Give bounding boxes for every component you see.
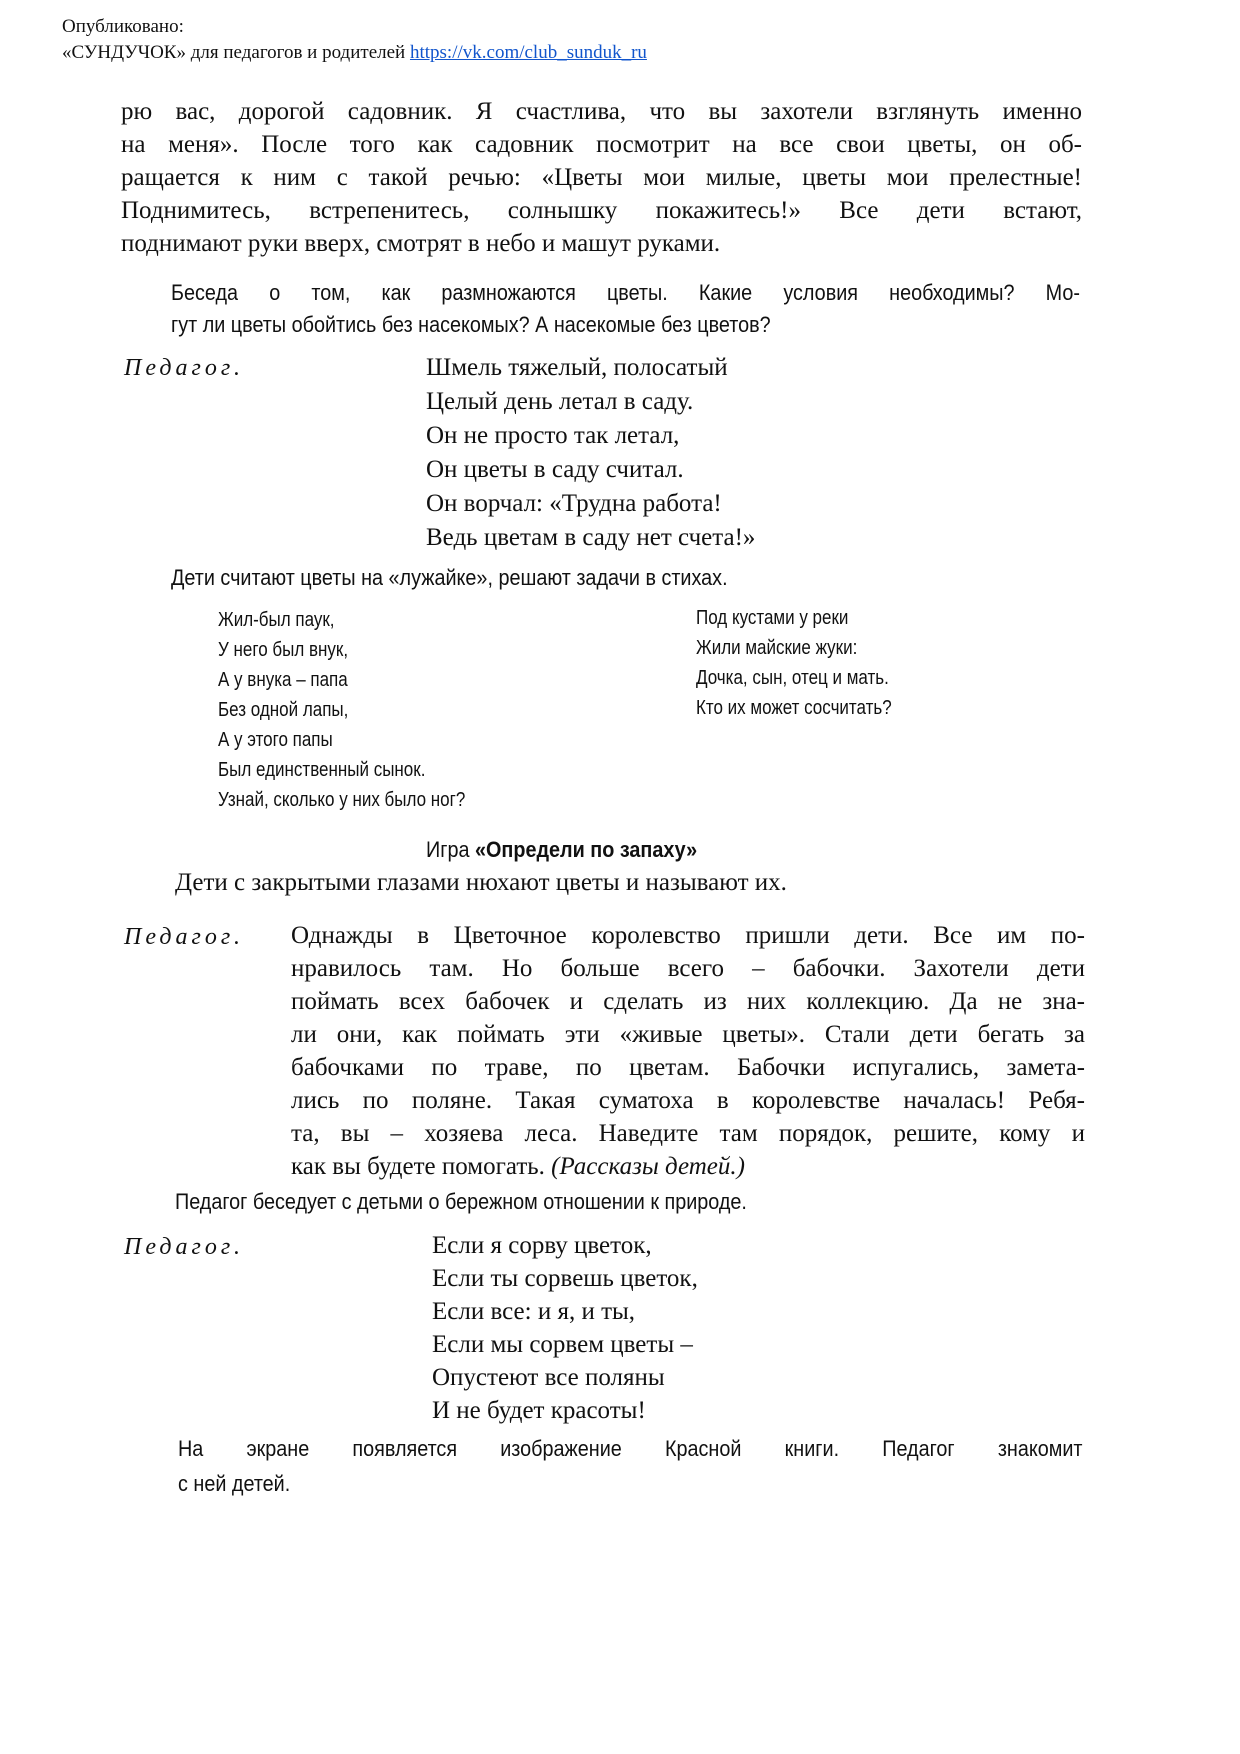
paragraph-line: рю вас, дорогой садовник. Я счастлива, что вы захотели взглянуть именно [121, 98, 1082, 125]
story-line [291, 1153, 745, 1181]
story-line: поймать всех бабочек и сделать из них коллекцию. Да не зна- [291, 988, 1085, 1015]
published-label: Опубликовано: [62, 16, 184, 37]
game-description: Дети с закрытыми глазами нюхают цветы и называют их. [175, 869, 787, 896]
game-title: «Определи по запаху» [474, 837, 698, 862]
speaker-label: Педагог. [124, 924, 244, 950]
poem-line: Ведь цветам в саду нет счета!» [426, 524, 756, 551]
poem-line: Если все: и я, и ты, [432, 1298, 636, 1325]
story-line: лись по поляне. Такая суматоха в королевстве началась! Ребя- [291, 1087, 1085, 1114]
poem-line: Он не просто так летал, [426, 422, 680, 449]
care-note: Педагог беседует с детьми о бережном отношении к природе. [175, 1189, 747, 1214]
count-note: Дети считают цветы на «лужайке», решают задачи в стихах. [171, 565, 728, 590]
poem-line: Если я сорву цветок, [432, 1232, 652, 1259]
source-line [62, 42, 647, 64]
riddle-line: Жил-был паук, [218, 609, 335, 631]
riddle-line: У него был внук, [218, 639, 349, 661]
riddle-line: Узнай, сколько у них было ног? [218, 789, 466, 811]
story-line: нравилось там. Но больше всего – бабочки. Захотели дети [291, 955, 1085, 982]
paragraph-line: на меня». После того как садовник посмотрит на все свои цветы, он об- [121, 131, 1082, 158]
poem-line: Если ты сорвешь цветок, [432, 1265, 698, 1292]
riddle-line: Был единственный сынок. [218, 759, 426, 781]
talk-line: гут ли цветы обойтись без насекомых? А насекомые без цветов? [171, 312, 771, 337]
story-line: Однажды в Цветочное королевство пришли дети. Все им по- [291, 922, 1085, 949]
poem-line: Шмель тяжелый, полосатый [426, 354, 728, 381]
game-heading [426, 837, 697, 863]
story-text: как вы будете помогать. [291, 1153, 545, 1180]
story-line: ли они, как поймать эти «живые цветы». Стали дети бегать за [291, 1021, 1085, 1048]
riddle-line: Жили майские жуки: [696, 637, 858, 659]
story-note: (Рассказы детей.) [551, 1153, 745, 1180]
poem-line: И не будет красоты! [432, 1397, 646, 1424]
riddle-line: Под кустами у реки [696, 607, 849, 629]
final-line: На экране появляется изображение Красной книги. Педагог знакомит [178, 1436, 1083, 1461]
riddle-line: Кто их может сосчитать? [696, 697, 892, 719]
paragraph-line: поднимают руки вверх, смотрят в небо и машут руками. [121, 230, 721, 257]
story-line: бабочками по траве, по цветам. Бабочки испугались, замета- [291, 1054, 1085, 1081]
speaker-label: Педагог. [124, 1234, 244, 1260]
riddle-line: А у внука – папа [218, 669, 348, 691]
source-link[interactable]: https://vk.com/club_sunduk_ru [409, 42, 647, 63]
speaker-label: Педагог. [124, 355, 244, 381]
paragraph-line: Поднимитесь, встрепенитесь, солнышку покажитесь!» Все дети встают, [121, 197, 1082, 224]
riddle-line: Дочка, сын, отец и мать. [696, 667, 889, 689]
poem-line: Целый день летал в саду. [426, 388, 694, 415]
story-line: та, вы – хозяева леса. Наведите там порядок, решите, кому и [291, 1120, 1085, 1147]
paragraph-line: ращается к ним с такой речью: «Цветы мои милые, цветы мои прелестные! [121, 164, 1082, 191]
riddle-line: А у этого папы [218, 729, 333, 751]
poem-line: Он цветы в саду считал. [426, 456, 684, 483]
poem-line: Если мы сорвем цветы – [432, 1331, 693, 1358]
final-line: с ней детей. [178, 1471, 291, 1496]
riddle-line: Без одной лапы, [218, 699, 349, 721]
source-name: «СУНДУЧОК» для педагогов и родителей [62, 42, 406, 63]
poem-line: Он ворчал: «Трудна работа! [426, 490, 722, 517]
poem-line: Опустеют все поляны [432, 1364, 665, 1391]
game-prefix: Игра [426, 837, 475, 862]
talk-line: Беседа о том, как размножаются цветы. Какие условия необходимы? Мо- [171, 280, 1080, 305]
